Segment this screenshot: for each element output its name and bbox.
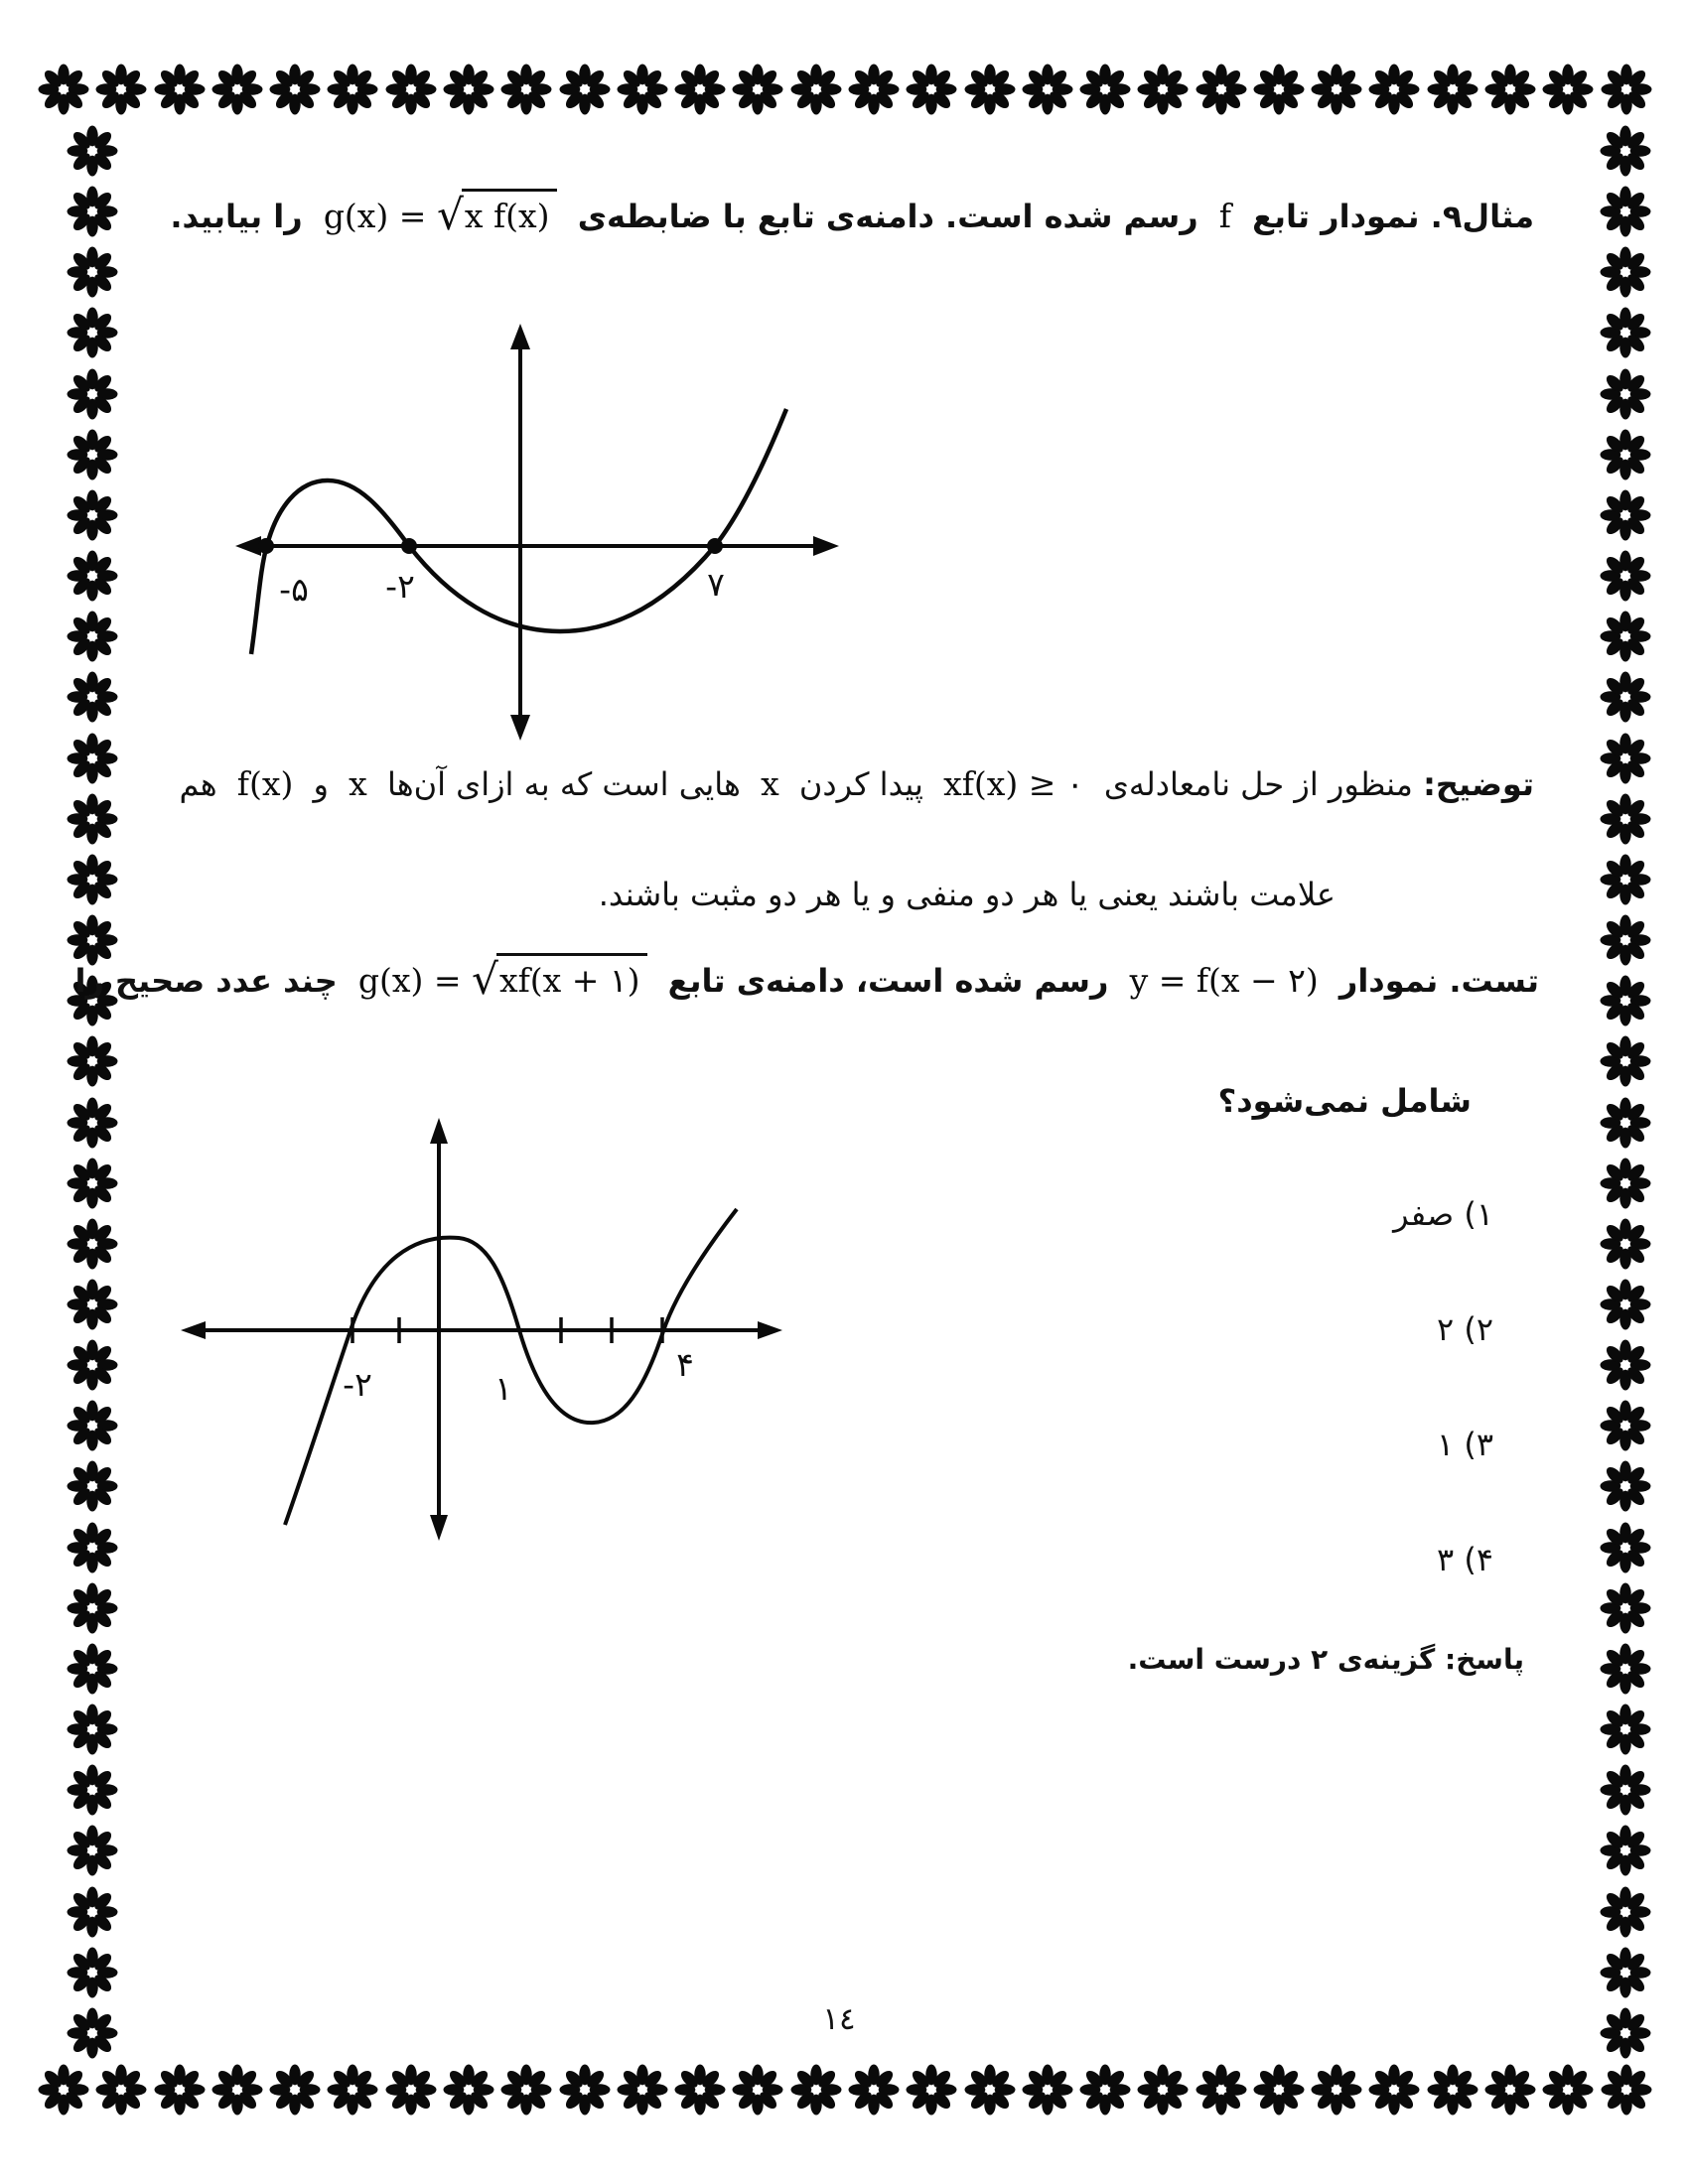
border-top-ornaments: [38, 64, 1652, 115]
flower-ornament-icon: [1600, 307, 1651, 358]
flower-ornament-icon: [848, 2064, 900, 2116]
radicand-2: xf(x + ۱): [496, 953, 647, 1005]
test-statement: [74, 953, 1539, 1005]
x-axis-left-arrow-icon: [235, 536, 261, 556]
flower-ornament-icon: [964, 64, 1016, 115]
flower-ornament-icon: [1600, 733, 1651, 784]
intercept-dot-minus5: [258, 538, 274, 554]
flower-ornament-icon: [1600, 1643, 1651, 1695]
y-axis-top-arrow-icon: [510, 324, 530, 349]
flower-ornament-icon: [327, 2064, 378, 2116]
explanation-text-a: منظور از حل نامعادله‌ی: [1103, 765, 1413, 803]
flower-ornament-icon: [1022, 2064, 1073, 2116]
flower-ornament-icon: [1601, 2064, 1652, 2116]
flower-ornament-icon: [1079, 64, 1131, 115]
flower-ornament-icon: [67, 246, 118, 298]
flower-ornament-icon: [67, 671, 118, 723]
graph-f-curve: [199, 298, 894, 764]
flower-ornament-icon: [1253, 64, 1305, 115]
y-axis-top-arrow-icon: [430, 1118, 448, 1144]
x-axis-right-arrow-icon: [758, 1321, 782, 1339]
flower-ornament-icon: [1484, 64, 1536, 115]
explanation-text-e: هم: [179, 765, 217, 803]
flower-ornament-icon: [1600, 186, 1651, 237]
page-number: ١٤: [822, 2001, 856, 2037]
test-intro: تست. نمودار: [1338, 962, 1539, 1000]
flower-ornament-icon: [1600, 1460, 1651, 1512]
example-outro: را بیابید.: [170, 198, 303, 235]
flower-ornament-icon: [38, 64, 89, 115]
test-statement-line-2: شامل نمی‌شود؟: [1217, 1082, 1472, 1120]
flower-ornament-icon: [67, 1460, 118, 1512]
flower-ornament-icon: [67, 489, 118, 541]
label-4: ۴: [676, 1345, 694, 1384]
test-outro: چند عدد صحیح را: [74, 962, 338, 1000]
flower-ornament-icon: [1600, 246, 1651, 298]
flower-ornament-icon: [1600, 1097, 1651, 1149]
flower-ornament-icon: [1600, 914, 1651, 966]
flower-ornament-icon: [1600, 1218, 1651, 1270]
flower-ornament-icon: [1600, 1158, 1651, 1209]
inequality-formula: xf(x) ≥ ۰: [943, 764, 1084, 803]
intercept-dot-7: [707, 538, 723, 554]
flower-ornament-icon: [500, 2064, 552, 2116]
explanation-text-d: و: [313, 765, 329, 803]
flower-ornament-icon: [67, 1218, 118, 1270]
x-axis-right-arrow-icon: [813, 536, 839, 556]
flower-ornament-icon: [67, 1158, 118, 1209]
explanation-text-b: پیدا کردن: [798, 765, 923, 803]
flower-ornament-icon: [1600, 368, 1651, 420]
flower-ornament-icon: [67, 1339, 118, 1391]
flower-ornament-icon: [67, 1886, 118, 1938]
flower-ornament-icon: [67, 1035, 118, 1087]
formula-y-equals: y = f(x − ۲): [1129, 961, 1319, 1000]
border-right-ornaments: [1600, 125, 1651, 2059]
explanation-line-1: [179, 760, 1534, 808]
flower-ornament-icon: [1311, 64, 1362, 115]
flower-ornament-icon: [1600, 1339, 1651, 1391]
flower-ornament-icon: [211, 2064, 263, 2116]
flower-ornament-icon: [443, 64, 494, 115]
label-minus2: -۲: [385, 567, 415, 606]
flower-ornament-icon: [964, 2064, 1016, 2116]
flower-ornament-icon: [1253, 2064, 1305, 2116]
flower-ornament-icon: [1600, 1035, 1651, 1087]
formula-lhs: g(x) =: [323, 197, 427, 235]
flower-ornament-icon: [1542, 64, 1594, 115]
flower-ornament-icon: [67, 307, 118, 358]
flower-ornament-icon: [1542, 2064, 1594, 2116]
flower-ornament-icon: [1600, 1279, 1651, 1330]
flower-ornament-icon: [1600, 1825, 1651, 1876]
flower-ornament-icon: [1600, 125, 1651, 177]
example-intro: مثال۹. نمودار تابع: [1252, 198, 1534, 235]
flower-ornament-icon: [559, 64, 611, 115]
flower-ornament-icon: [67, 186, 118, 237]
flower-ornament-icon: [1600, 1400, 1651, 1451]
flower-ornament-icon: [67, 1947, 118, 1998]
answer-line: پاسخ: گزینه‌ی ۲ درست است.: [1127, 1643, 1524, 1676]
flower-ornament-icon: [67, 733, 118, 784]
flower-ornament-icon: [1600, 1886, 1651, 1938]
flower-ornament-icon: [1600, 793, 1651, 845]
flower-ornament-icon: [906, 64, 957, 115]
flower-ornament-icon: [1427, 64, 1478, 115]
flower-ornament-icon: [67, 368, 118, 420]
flower-ornament-icon: [1601, 64, 1652, 115]
flower-ornament-icon: [1600, 1764, 1651, 1816]
flower-ornament-icon: [211, 64, 263, 115]
radical-sign-2: √: [472, 955, 498, 1004]
flower-ornament-icon: [67, 1279, 118, 1330]
option-2: ۲) ۲: [1436, 1310, 1493, 1348]
flower-ornament-icon: [67, 1582, 118, 1634]
flower-ornament-icon: [67, 125, 118, 177]
flower-ornament-icon: [1196, 64, 1247, 115]
radicand: x f(x): [462, 189, 557, 240]
flower-ornament-icon: [443, 2064, 494, 2116]
flower-ornament-icon: [154, 2064, 206, 2116]
flower-ornament-icon: [67, 1643, 118, 1695]
flower-ornament-icon: [67, 1097, 118, 1149]
flower-ornament-icon: [1137, 64, 1189, 115]
explanation-text-c: هایی است که به ازای آن‌ها: [386, 765, 741, 803]
formula-g-of-x: [324, 189, 557, 240]
flower-ornament-icon: [95, 64, 147, 115]
flower-ornament-icon: [67, 1400, 118, 1451]
flower-ornament-icon: [674, 64, 726, 115]
flower-ornament-icon: [1600, 1582, 1651, 1634]
flower-ornament-icon: [327, 64, 378, 115]
flower-ornament-icon: [1427, 2064, 1478, 2116]
flower-ornament-icon: [617, 2064, 668, 2116]
label-minus5: -۵: [279, 570, 309, 609]
border-bottom-ornaments: [38, 2064, 1652, 2116]
graph-f-shifted-curve: [169, 1102, 804, 1559]
flower-ornament-icon: [67, 1764, 118, 1816]
flower-ornament-icon: [732, 2064, 783, 2116]
flower-ornament-icon: [95, 2064, 147, 2116]
flower-ornament-icon: [1484, 2064, 1536, 2116]
flower-ornament-icon: [1600, 429, 1651, 480]
flower-ornament-icon: [1137, 2064, 1189, 2116]
flower-ornament-icon: [1600, 975, 1651, 1026]
explanation-label: توضیح:: [1423, 765, 1534, 803]
label-1: ۱: [494, 1369, 512, 1408]
flower-ornament-icon: [1600, 854, 1651, 905]
flower-ornament-icon: [674, 2064, 726, 2116]
option-1: ۱) صفر: [1393, 1195, 1493, 1233]
flower-ornament-icon: [1600, 1522, 1651, 1573]
example-statement: [170, 189, 1534, 240]
flower-ornament-icon: [848, 64, 900, 115]
example-middle: رسم شده است. دامنه‌ی تابع با ضابطه‌ی: [577, 198, 1198, 235]
fx-symbol: f(x): [236, 764, 294, 803]
flower-ornament-icon: [559, 2064, 611, 2116]
flower-ornament-icon: [617, 64, 668, 115]
formula-g2-lhs: g(x) =: [357, 961, 462, 1000]
option-4: ۴) ۳: [1436, 1541, 1493, 1578]
test-middle: رسم شده است، دامنه‌ی تابع: [667, 962, 1109, 1000]
flower-ornament-icon: [154, 64, 206, 115]
flower-ornament-icon: [1600, 671, 1651, 723]
flower-ornament-icon: [1022, 64, 1073, 115]
flower-ornament-icon: [1600, 611, 1651, 662]
label-7: ۷: [707, 565, 725, 604]
flower-ornament-icon: [732, 64, 783, 115]
flower-ornament-icon: [38, 2064, 89, 2116]
x-symbol-1: x: [761, 764, 779, 803]
x-symbol-2: x: [349, 764, 367, 803]
flower-ornament-icon: [1311, 2064, 1362, 2116]
flower-ornament-icon: [269, 64, 321, 115]
flower-ornament-icon: [500, 64, 552, 115]
explanation-line-2: علامت باشند یعنی یا هر دو منفی و یا هر دو مثبت باشند.: [598, 876, 1336, 913]
y-axis-bottom-arrow-icon: [510, 715, 530, 741]
flower-ornament-icon: [269, 2064, 321, 2116]
flower-ornament-icon: [906, 2064, 957, 2116]
flower-ornament-icon: [385, 64, 437, 115]
flower-ornament-icon: [1368, 2064, 1420, 2116]
flower-ornament-icon: [1600, 1947, 1651, 1998]
y-axis-bottom-arrow-icon: [430, 1515, 448, 1541]
flower-ornament-icon: [67, 550, 118, 602]
flower-ornament-icon: [67, 429, 118, 480]
border-left-ornaments: [67, 125, 118, 2059]
flower-ornament-icon: [67, 793, 118, 845]
flower-ornament-icon: [67, 611, 118, 662]
flower-ornament-icon: [1079, 2064, 1131, 2116]
flower-ornament-icon: [67, 1704, 118, 1755]
flower-ornament-icon: [1600, 1704, 1651, 1755]
radical-sign: √: [436, 191, 464, 239]
flower-ornament-icon: [67, 1522, 118, 1573]
flower-ornament-icon: [1600, 489, 1651, 541]
flower-ornament-icon: [790, 64, 842, 115]
flower-ornament-icon: [67, 1825, 118, 1876]
label-minus2: -۲: [343, 1365, 372, 1404]
flower-ornament-icon: [790, 2064, 842, 2116]
flower-ornament-icon: [385, 2064, 437, 2116]
flower-ornament-icon: [1196, 2064, 1247, 2116]
flower-ornament-icon: [1368, 64, 1420, 115]
option-3: ۳) ۱: [1436, 1426, 1493, 1463]
x-axis-left-arrow-icon: [181, 1321, 206, 1339]
flower-ornament-icon: [1600, 550, 1651, 602]
f-symbol: f: [1218, 197, 1231, 235]
intercept-dot-minus2: [401, 538, 417, 554]
formula-g2: [358, 953, 647, 1005]
flower-ornament-icon: [67, 854, 118, 905]
